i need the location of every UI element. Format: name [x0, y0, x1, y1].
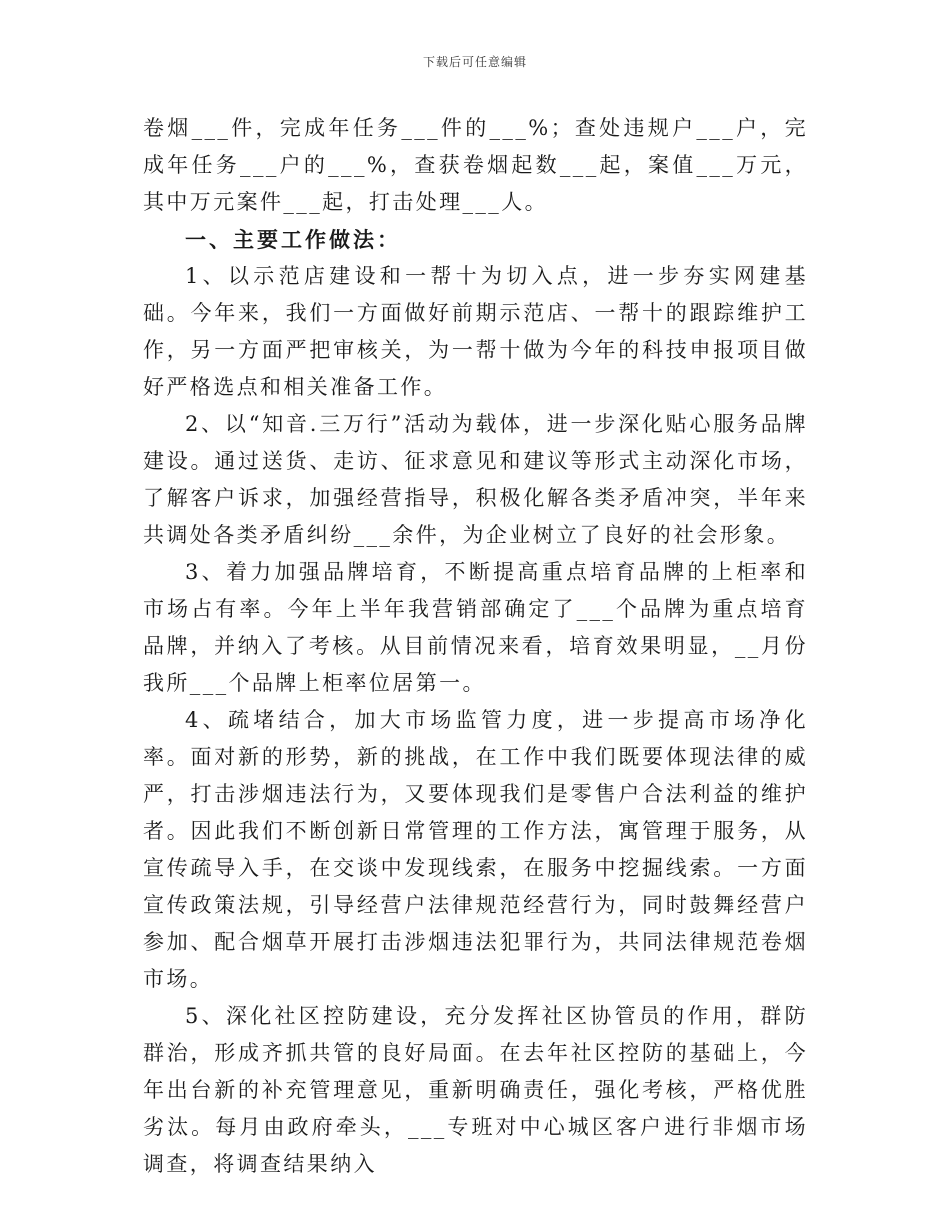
section-heading: 一、主要工作做法： — [185, 227, 401, 252]
paragraph-4: 4、疏堵结合，加大市场监管力度，进一步提高市场净化率。面对新的形势，新的挑战，在工作中我们既要体现法律的威严，打击涉烟违法行为，又要体现我们是零售户合法利益的维护者。因此我们不断创新日常管理的工作方法，寓管理于服务，从宣传疏导入手，在交谈中发现线索，在服务中挖掘线索。一方面宣传政策法规，引导经营户法律规范经营行为，同时鼓舞经营户参加、配合烟草开展打击涉烟违法犯罪行为，共同法律规范卷烟市场。 — [143, 708, 808, 991]
paragraph-1: 1、以示范店建设和一帮十为切入点，进一步夯实网建基础。今年来，我们一方面做好前期示范店、一帮十的跟踪维护工作，另一方面严把审核关，为一帮十做为今年的科技申报项目做好严格选点和相关准备工作。 — [143, 264, 808, 399]
intro-paragraph: 卷烟___件，完成年任务___件的___%；查处违规户___户，完成年任务___户的___%，查获卷烟起数___起，案值___万元，其中万元案件___起，打击处理___人。 — [143, 116, 808, 214]
paragraph-3: 3、着力加强品牌培育，不断提高重点培育品牌的上柜率和市场占有率。今年上半年我营销部确定了___个品牌为重点培育品牌，并纳入了考核。从目前情况来看，培育效果明显，__月份我所___个品牌上柜率位居第一。 — [143, 560, 808, 695]
document-body — [143, 110, 808, 1183]
paragraph-2: 2、以“知音.三万行”活动为载体，进一步深化贴心服务品牌建设。通过送货、走访、征求意见和建议等形式主动深化市场，了解客户诉求，加强经营指导，积极化解各类矛盾冲突，半年来共调处各类矛盾纠纷___余件，为企业树立了良好的社会形象。 — [143, 412, 808, 547]
paragraph-5: 5、深化社区控防建设，充分发挥社区协管员的作用，群防群治，形成齐抓共管的良好局面。在去年社区控防的基础上，今年出台新的补充管理意见，重新明确责任，强化考核，严格优胜劣汰。每月由政府牵头，___专班对中心城区客户进行非烟市场调查，将调查结果纳入 — [143, 1004, 808, 1176]
page-header: 下载后可任意编辑 — [422, 55, 527, 69]
